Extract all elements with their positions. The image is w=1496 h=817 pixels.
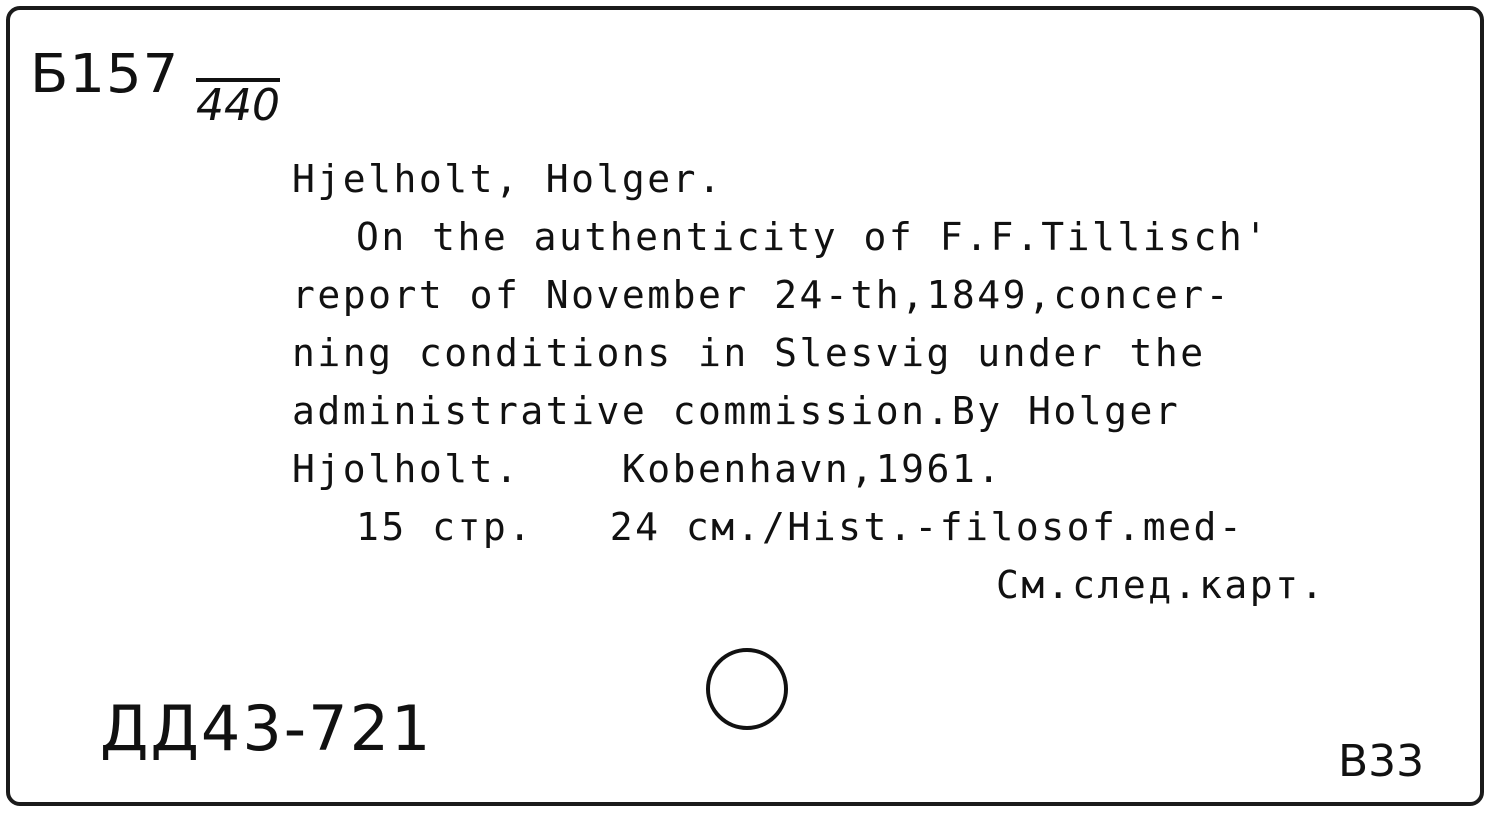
card-punch-hole [706,648,788,730]
accession-number: ДД43-721 [100,692,433,765]
author-heading: Hjelholt, Holger. [292,157,724,201]
continued-note: См.след.карт. [996,563,1326,607]
shelf-code: В33 [1338,736,1425,787]
title-line: administrative commission.By Holger [292,389,1181,433]
title-line: On the authenticity of F.F.Tillisch' [356,215,1270,259]
collation-line: 15 стр. 24 см./Hist.-filosof.med- [356,505,1245,549]
call-number-sub: 440 [196,80,280,131]
title-line: ning conditions in Slesvig under the [292,331,1206,375]
call-number: Б157 [30,43,180,106]
imprint-line: Hjolholt. Kobenhavn,1961. [292,447,1003,491]
title-line: report of November 24-th,1849,concer- [292,273,1231,317]
